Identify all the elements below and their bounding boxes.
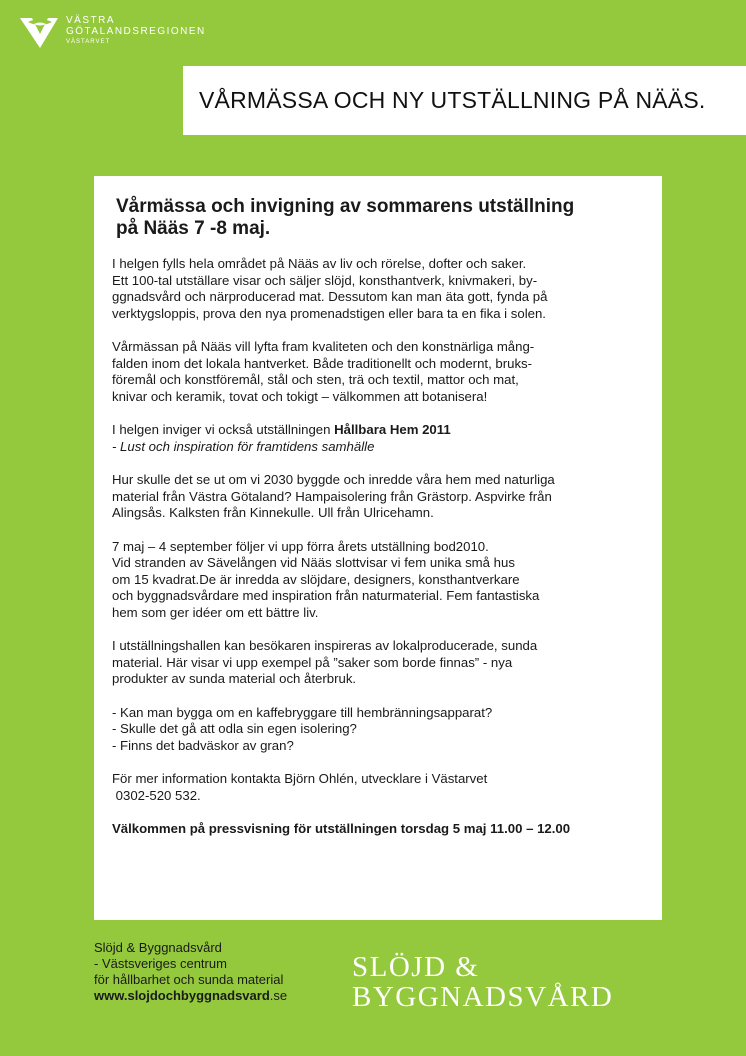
text-line	[112, 422, 644, 439]
text-line: Hur skulle det se ut om vi 2030 byggde och inredde våra hem med naturliga	[112, 472, 555, 487]
wordmark-line: SLÖJD &	[352, 951, 480, 983]
text-line: verktygsloppis, prova den nya promenadstigen eller bara ta en fika i solen.	[112, 305, 546, 321]
text-line: knivar och keramik, tovat och tokigt – välkommen att botanisera!	[112, 388, 488, 404]
text-line: I utställningshallen kan besökaren inspireras av lokalproducerade, sunda	[112, 638, 538, 653]
logo-text	[66, 14, 206, 45]
headline-box	[183, 66, 746, 135]
text-line: I helgen fylls hela området på Nääs av liv och rörelse, dofter och saker.	[112, 256, 527, 271]
contact-phone: 0302-520 532.	[112, 787, 201, 803]
paragraph-intro	[112, 256, 644, 322]
text-line: falden inom det lokala hantverket. Både traditionellt och modernt, bruks-	[112, 355, 533, 371]
paragraph-contact	[112, 771, 644, 804]
text-line: Alingsås. Kalksten från Kinnekulle. Ull från Ulricehamn.	[112, 505, 434, 520]
contact-line: För mer information kontakta Björn Ohlén, utvecklare i Västarvet	[112, 771, 488, 786]
text-line: och byggnadsvårdare med inspiration från naturmaterial. Fem fantastiska	[112, 588, 540, 603]
text-line: Ett 100-tal utställare visar och säljer slöjd, konsthantverk, knivmakeri, by-	[112, 272, 538, 288]
slojd-byggnadsvard-wordmark	[352, 952, 613, 1012]
text-line: föremål och konstföremål, stål och sten, trä och textil, mattor och mat,	[112, 372, 519, 387]
paragraph-2030	[112, 472, 644, 522]
article-title-line: på Nääs 7 -8 maj.	[116, 218, 271, 239]
article-title	[112, 196, 644, 240]
paragraph-bod2010	[112, 539, 644, 622]
text-line: 7 maj – 4 september följer vi upp förra årets utställning bod2010.	[112, 538, 489, 554]
text-line: ggnadsvård och närproducerad mat. Dessutom kan man äta gott, fynda på	[112, 289, 548, 304]
logo-line-1: VÄSTRA	[66, 15, 116, 26]
press-viewing-invite: Välkommen på pressvisning för utställningen torsdag 5 maj 11.00 – 12.00	[112, 821, 571, 836]
text-line: Vårmässan på Nääs vill lyfta fram kvaliteten och den konstnärliga mång-	[112, 339, 535, 354]
footer-url[interactable]	[94, 988, 287, 1004]
question-item: - Finns det badväskor av gran?	[112, 737, 294, 753]
footer-url-domain[interactable]: www.slojdochbyggnadsvard	[94, 988, 270, 1003]
article-title-line: Vårmässa och invigning av sommarens utställning	[116, 196, 575, 217]
footer-line: Slöjd & Byggnadsvård	[94, 940, 222, 955]
logo-line-3: VÄSTARVET	[66, 39, 111, 45]
question-item: - Skulle det gå att odla sin egen isolering?	[112, 721, 357, 736]
vastra-gotalandsregionen-logo	[18, 14, 206, 50]
text-line: om 15 kvadrat.De är inredda av slöjdare, designers, konsthantverkare	[112, 571, 520, 587]
footer-info	[94, 940, 287, 1004]
text-line: material från Västra Götaland? Hampaisolering från Grästorp. Aspvirke från	[112, 488, 552, 504]
text-line: Vid stranden av Sävelången vid Nääs slottvisar vi fem unika små hus	[112, 555, 515, 570]
press-release-card	[94, 176, 662, 920]
question-item: - Kan man bygga om en kaffebryggare till hembränningsapparat?	[112, 704, 493, 720]
vgr-leaf-icon	[18, 14, 60, 50]
text-fragment: I helgen inviger vi också utställningen	[112, 422, 335, 437]
paragraph-varmassan	[112, 339, 644, 405]
text-line: hem som ger idéer om ett bättre liv.	[112, 604, 319, 620]
text-line: material. Här visar vi upp exempel på ”saker som borde finnas” - nya	[112, 654, 513, 670]
paragraph-hall	[112, 638, 644, 688]
logo-line-2: GÖTALANDSREGIONEN	[66, 26, 206, 37]
footer-url-tld[interactable]: .se	[269, 988, 288, 1003]
exhibition-name: Hållbara Hem 2011	[334, 422, 451, 437]
footer-line: för hållbarhet och sunda material	[94, 972, 284, 987]
text-line: produkter av sunda material och återbruk.	[112, 671, 357, 686]
footer-line: - Västsveriges centrum	[94, 956, 227, 971]
paragraph-questions	[112, 705, 644, 755]
page-headline: VÅRMÄSSA OCH NY UTSTÄLLNING PÅ NÄÄS.	[199, 87, 706, 113]
paragraph-exhibition	[112, 422, 644, 455]
exhibition-subtitle: - Lust och inspiration för framtidens samhälle	[112, 438, 375, 454]
wordmark-line: BYGGNADSVÅRD	[352, 981, 614, 1013]
